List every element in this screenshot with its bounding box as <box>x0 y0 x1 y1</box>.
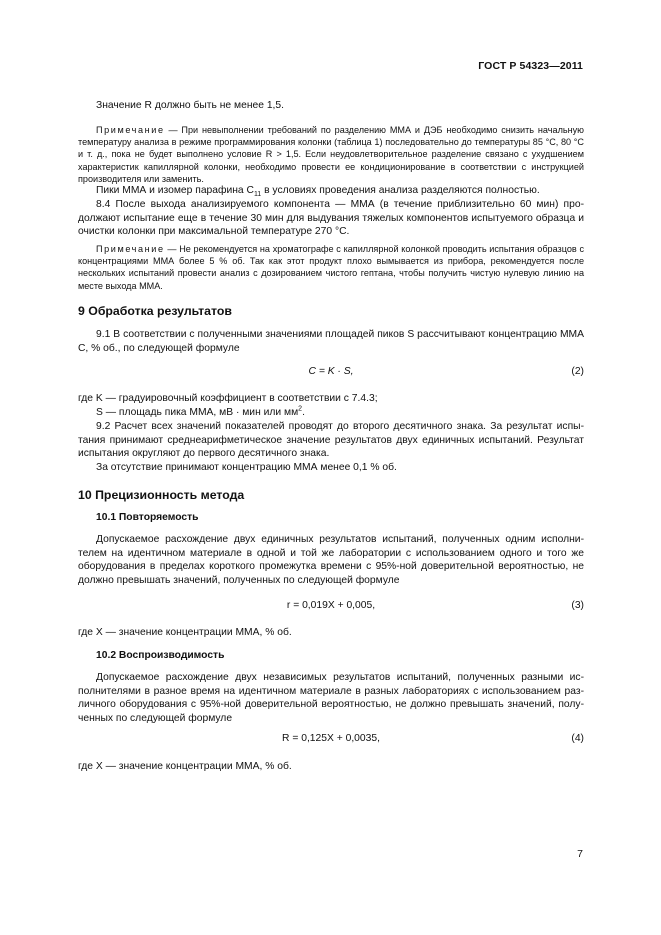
where-s <box>78 406 584 420</box>
where-block-9 <box>78 392 584 419</box>
paragraph-10-2-text: Допускаемое расхождение двух независимых результатов испытаний, полученных разными исполнителями в разное время на идентичном материале в разных лабораториях с использованием различного оборудования с 95%-ной доверительной вероятностью, не должно превышать значений, полученных по следующей формуле <box>78 672 584 724</box>
note-label: Примечание <box>96 244 165 254</box>
paragraph-9-2-text: 9.2 Расчет всех значений показателей проводят до второго десятичного знака. За результат испытания принимают среднеарифметическое значение результатов двух единичных испытаний. Результат испытания округляют до первого десятичного знака. <box>78 421 584 460</box>
formula-3 <box>78 600 584 614</box>
section-10-heading <box>78 488 584 502</box>
r-condition-text: Значение R должно быть не менее 1,5. <box>96 100 284 111</box>
note-capillary-text <box>78 243 584 292</box>
paragraph-9-1 <box>78 328 584 355</box>
formula-4 <box>78 733 584 747</box>
formula-3-expression: r = 0,019X + 0,005, <box>286 600 376 611</box>
where-block-10-1 <box>78 626 584 640</box>
formula-4-number: (4) <box>571 733 584 744</box>
paragraph-8-4 <box>78 198 584 239</box>
note-separation <box>78 124 584 185</box>
section-9-title: 9 Обработка результатов <box>78 304 232 318</box>
note-capillary <box>78 243 584 292</box>
peaks-subscript: 11 <box>253 191 262 199</box>
paragraph-10-1-text: Допускаемое расхождение двух единичных результатов испытаний, полученных одним исполнителем на идентичном материале в одной и той же лаборатории с использованием одного и того же оборудования в пределах короткого промежутка времени с 95%-ной доверительной вероятностью, не должно превышать значений, полученных по следующей формуле <box>78 534 584 586</box>
subsection-10-1-heading <box>78 512 584 523</box>
where-x-reproducibility: где X — значение концентрации ММА, % об. <box>78 761 292 772</box>
paragraph-10-1 <box>78 533 584 587</box>
where-s-superscript: 2 <box>298 405 303 413</box>
note-separation-text <box>78 124 584 185</box>
page-number: 7 <box>577 848 583 860</box>
note-body: — Не рекомендуется на хроматографе с капиллярной колонкой проводить испытания образцов с концентрациями ММА более 5 % об. Так как этот продукт плохо вымывается из прибора, рекомендуется после нескольких испытаний провести анализ с дозированием чистого гептана, чтобы получить чистую нулевую линию на месте выхода ММА. <box>78 244 584 291</box>
formula-2-number: (2) <box>571 366 584 377</box>
subsection-10-2-heading <box>78 650 584 661</box>
peaks-text-end: в условиях проведения анализа разделяются полностью. <box>261 185 540 196</box>
formula-3-number: (3) <box>571 600 584 611</box>
paragraph-10-2 <box>78 671 584 725</box>
section-10-title: 10 Прецизионность метода <box>78 488 245 502</box>
peaks-text <box>78 184 584 198</box>
subsection-10-2-title: 10.2 Воспроизводимость <box>96 650 225 661</box>
paragraph-9-1-text: 9.1 В соответствии с полученными значениями площадей пиков S рассчитывают концентрацию ММА С, % об., по следующей формуле <box>78 329 584 354</box>
where-block-10-2 <box>78 760 584 774</box>
document-header: ГОСТ Р 54323—2011 <box>478 60 583 72</box>
section-9-heading <box>78 304 584 318</box>
formula-2 <box>78 366 584 380</box>
subsection-10-1-title: 10.1 Повторяемость <box>96 512 199 523</box>
where-x-repeatability: где X — значение концентрации ММА, % об. <box>78 627 292 638</box>
paragraph-8-4-text: 8.4 После выхода анализируемого компонента — ММА (в течение приблизительно 60 мин) продолжают испытание еще в течение 30 мин для выдувания тяжелых компонентов испытуемого образца и очистки колонки при максимальной температуре 270 °С. <box>78 199 584 238</box>
where-s-text: S — площадь пика ММА, мВ · мин или мм <box>96 406 299 418</box>
formula-4-expression: R = 0,125X + 0,0035, <box>282 733 380 744</box>
peaks-text-start: Пики ММА и изомер парафина С <box>96 185 254 196</box>
formula-2-expression: С = K · S, <box>308 366 354 377</box>
paragraph-r-condition <box>78 99 584 113</box>
note-body: — При невыполнении требований по разделению ММА и ДЭБ необходимо снизить начальную температуру анализа в режиме программирования колонки (таблица 1) последовательно до температуры 85 °С, 80 °С и т. д., пока не будет выполнено условие R > 1,5. Если неудовлетворительное разделение связано с ухудшением характеристик капиллярной колонки, необходимо провести ее кондиционирование в соответствии с инструкцией производителя или заменить. <box>78 125 584 184</box>
paragraph-9-2 <box>78 420 584 461</box>
where-k: где K — градуировочный коэффициент в соответствии с 7.4.3; <box>78 393 378 404</box>
note-label: Примечание <box>96 125 165 135</box>
paragraph-9-2-absence <box>78 461 584 475</box>
paragraph-peaks <box>78 184 584 198</box>
absence-text: За отсутствие принимают концентрацию ММА менее 0,1 % об. <box>96 462 397 473</box>
where-s-end: . <box>302 406 305 418</box>
